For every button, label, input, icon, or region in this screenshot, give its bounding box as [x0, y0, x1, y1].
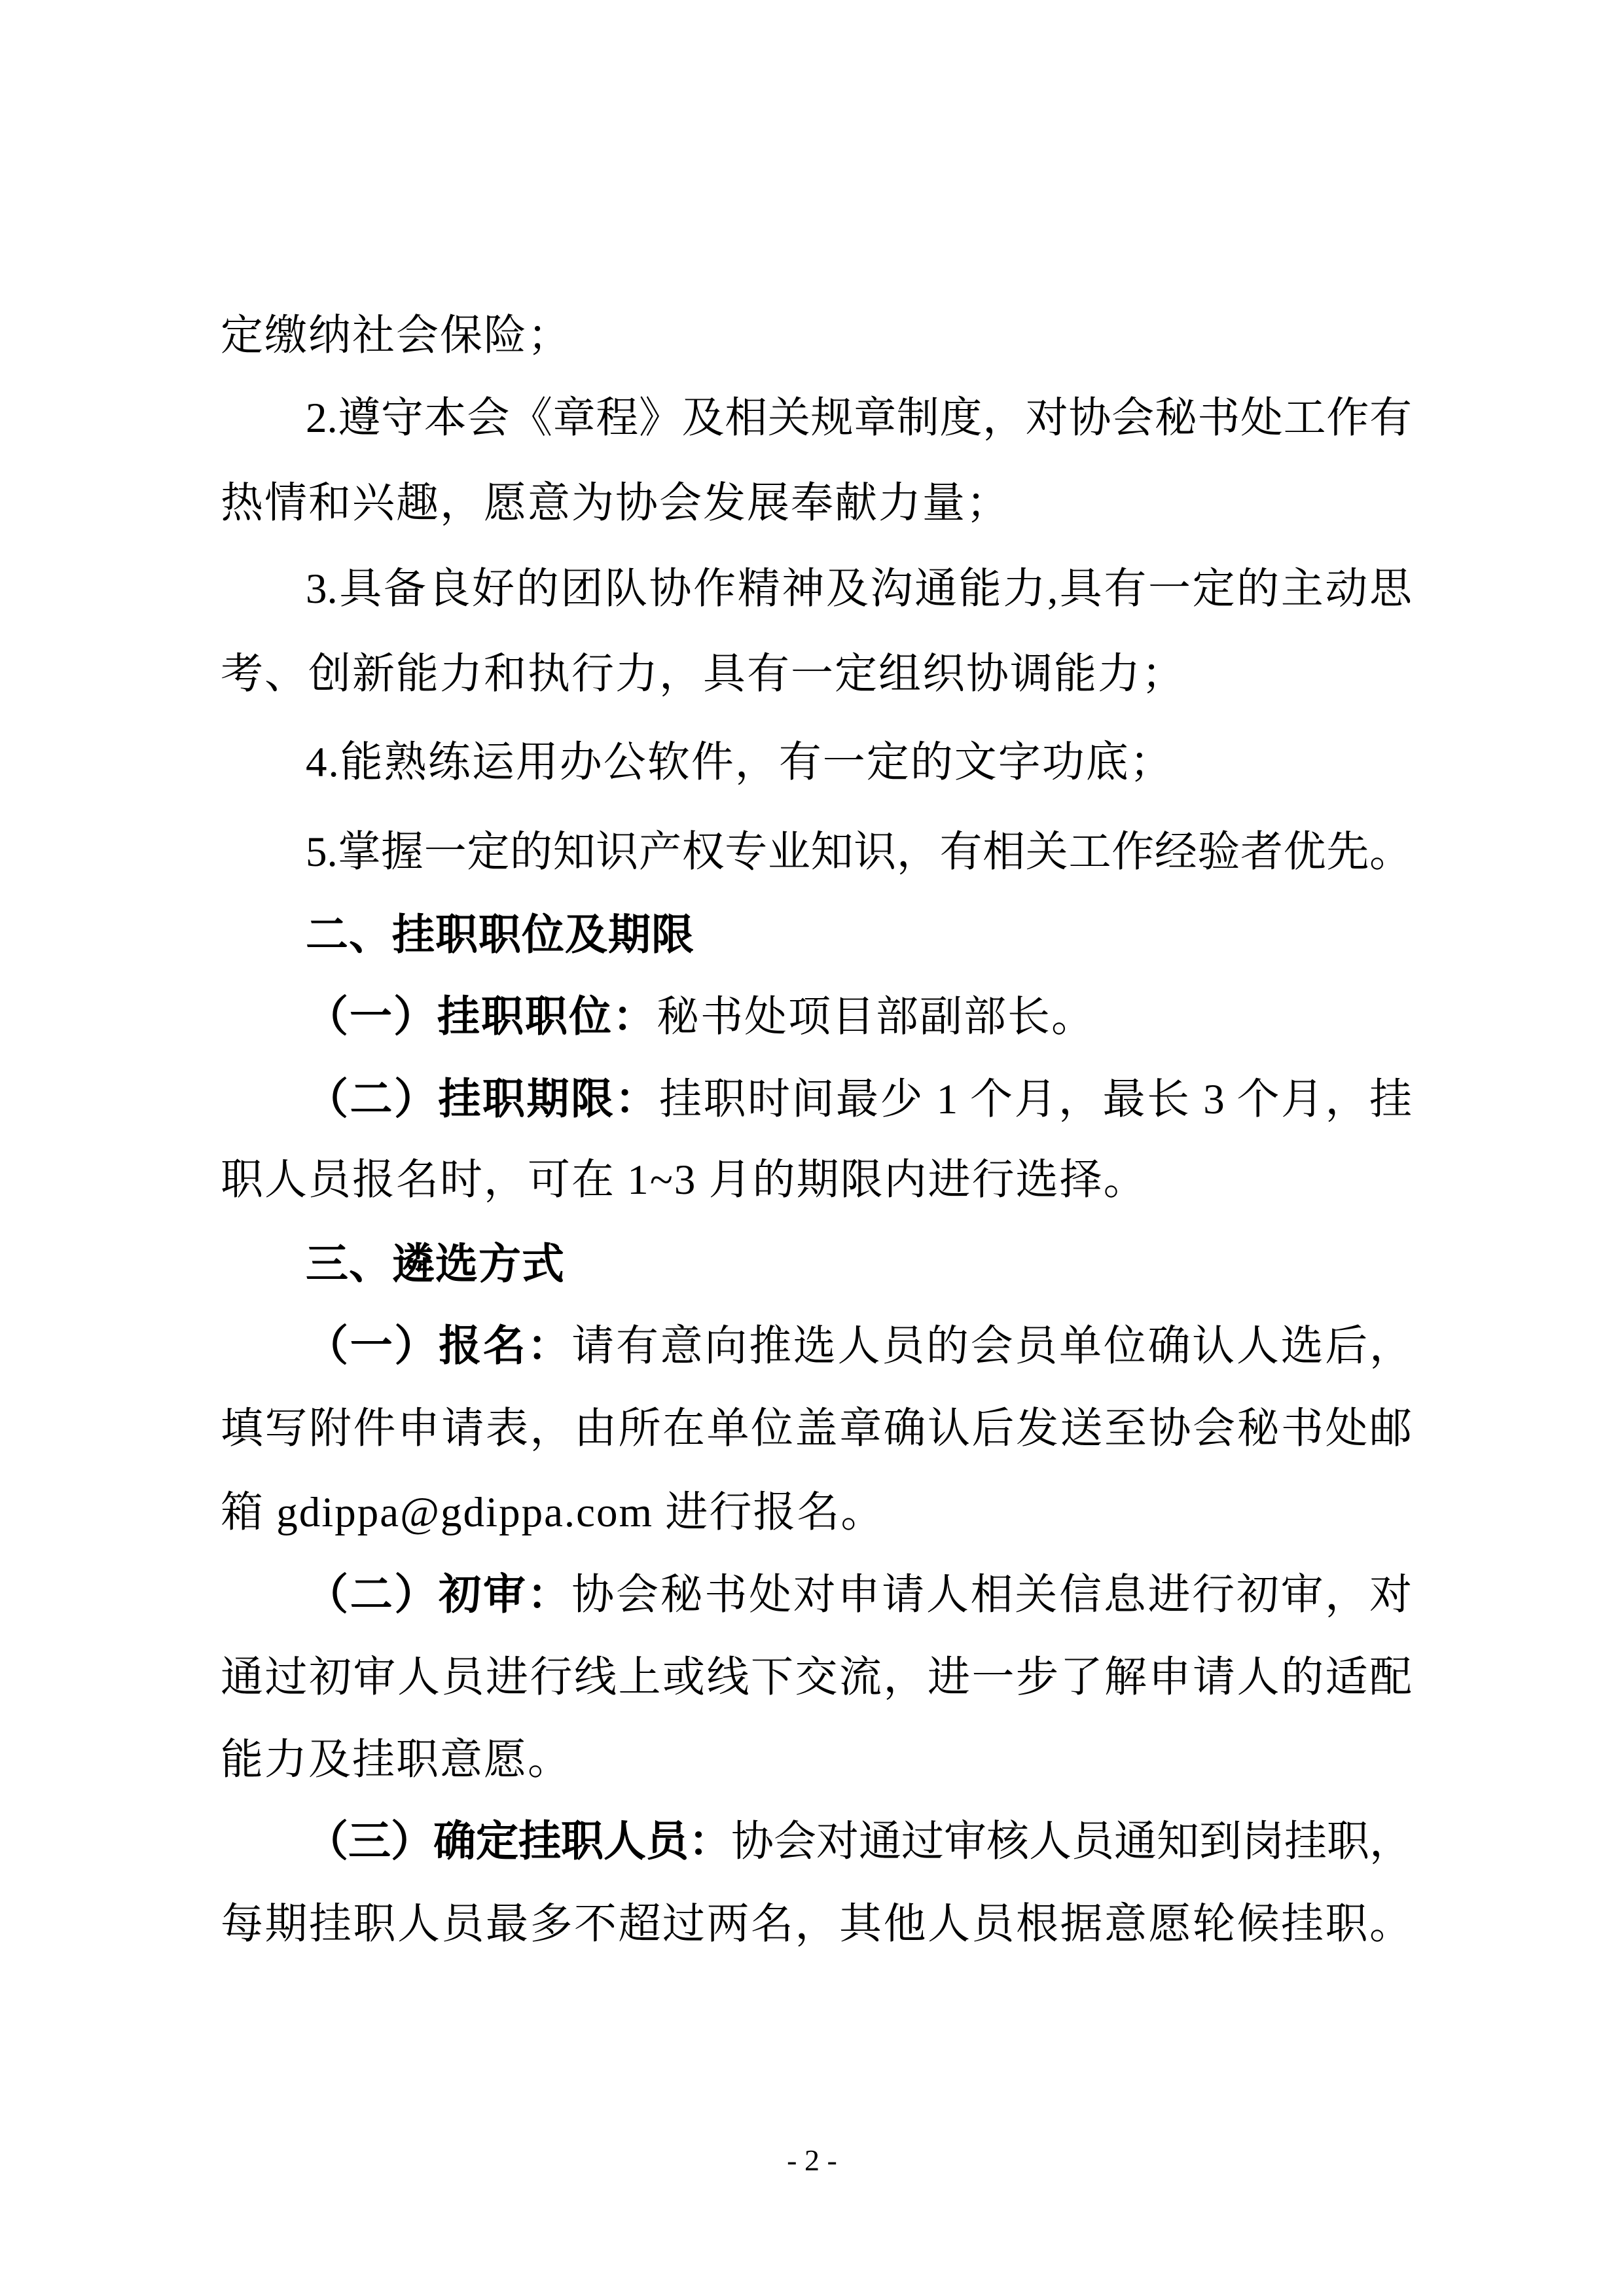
position-text: 秘书处项目部副部长。	[657, 994, 1096, 1041]
term-text: 挂职时间最少 1 个月，最长 3 个月，挂	[659, 1076, 1412, 1123]
registration-item	[221, 1305, 1412, 1388]
term-item-continuation: 职人员报名时，可在 1~3 月的期限内进行选择。	[221, 1157, 1147, 1204]
requirement-item-3-continuation: 考、创新能力和执行力，具有一定组织协调能力；	[221, 651, 1186, 698]
page-number: - 2 -	[787, 2144, 837, 2177]
registration-text: 请有意向推选人员的会员单位确认人选后，	[571, 1323, 1412, 1370]
preliminary-review-continuation: 通过初审人员进行线上或线下交流，进一步了解申请人的适配	[221, 1654, 1412, 1701]
preliminary-review-item	[221, 1554, 1412, 1636]
position-item	[221, 976, 1412, 1058]
requirement-item-4: 4.能熟练运用办公软件，有一定的文字功底；	[306, 739, 1174, 786]
confirm-personnel-label: （三）确定挂职人员：	[306, 1818, 732, 1865]
requirement-item-3: 3.具备良好的团队协作精神及沟通能力,具有一定的主动思	[306, 565, 1412, 613]
registration-email-line: 箱 gdippa@gdippa.com 进行报名。	[221, 1489, 885, 1536]
requirement-item-2-continuation: 热情和兴趣，愿意为协会发展奉献力量；	[221, 480, 1011, 527]
requirement-item-5: 5.掌握一定的知识产权专业知识，有相关工作经验者优先。	[306, 829, 1412, 876]
confirm-personnel-continuation: 每期挂职人员最多不超过两名，其他人员根据意愿轮候挂职。	[221, 1901, 1412, 1948]
preliminary-review-text: 协会秘书处对申请人相关信息进行初审，对	[571, 1571, 1412, 1619]
registration-item-continuation: 填写附件申请表，由所在单位盖章确认后发送至协会秘书处邮	[221, 1405, 1412, 1452]
requirement-continuation-line: 定缴纳社会保险；	[221, 312, 572, 359]
preliminary-review-continuation-2: 能力及挂职意愿。	[221, 1736, 572, 1784]
preliminary-review-label: （二）初审：	[306, 1571, 572, 1619]
term-item	[221, 1058, 1412, 1141]
position-label: （一）挂职职位：	[306, 994, 657, 1041]
requirement-item-2: 2.遵守本会《章程》及相关规章制度，对协会秘书处工作有	[306, 395, 1412, 442]
confirm-personnel-item	[221, 1801, 1412, 1883]
term-label: （二）挂职期限：	[306, 1076, 659, 1123]
registration-label: （一）报名：	[306, 1323, 572, 1370]
section-heading-selection-method: 三、遴选方式	[306, 1240, 566, 1287]
confirm-personnel-text: 协会对通过审核人员通知到岗挂职，	[731, 1818, 1413, 1865]
section-heading-position-term: 二、挂职职位及期限	[306, 910, 695, 958]
